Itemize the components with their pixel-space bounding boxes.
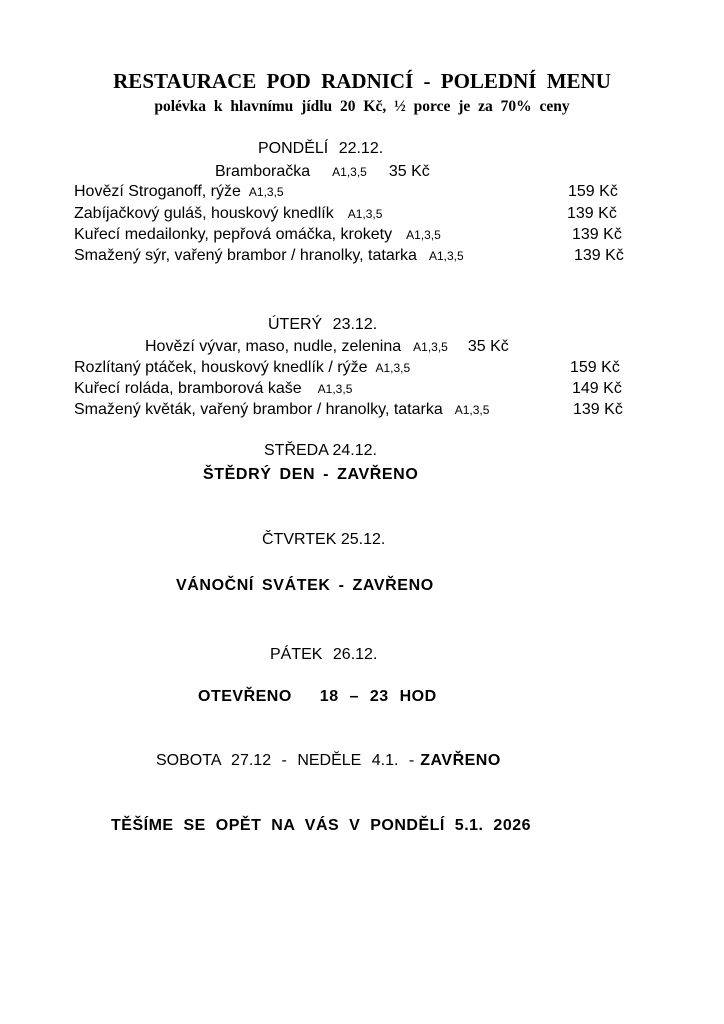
menu-title: RESTAURACE POD RADNICÍ - POLEDNÍ MENU [113,69,611,93]
soup-price: 35 Kč [388,163,430,180]
dish-name: Smažený květák, vařený brambor / hranolky, tatarka [74,401,443,418]
dish-row [74,183,284,201]
day-heading-thursday: ČTVRTEK 25.12. [262,531,386,548]
weekend-range: SOBOTA 27.12 - NEDĚLE 4.1. - [156,752,415,769]
day-heading-tuesday: ÚTERÝ 23.12. [268,316,378,333]
soup-tuesday [145,338,509,356]
dish-allergens: A1,3,5 [454,403,490,417]
soup-allergens: A1,3,5 [413,340,448,354]
dish-row [74,247,464,265]
dish-row [74,226,441,244]
dish-price: 139 Kč [574,247,624,264]
dish-allergens: A1,3,5 [375,361,411,375]
dish-name: Kuřecí roláda, bramborová kaše [74,380,302,397]
dish-price: 149 Kč [572,380,622,397]
dish-row [74,401,489,419]
dish-allergens: A1,3,5 [248,185,284,199]
soup-monday [215,163,430,181]
dish-name: Hovězí Stroganoff, rýže [74,183,241,200]
dish-price: 139 Kč [567,205,617,222]
dish-allergens: A1,3,5 [406,228,441,242]
open-hours-friday [198,688,437,706]
soup-allergens: A1,3,5 [332,165,367,179]
dish-name: Zabíjačkový guláš, houskový knedlík [74,205,334,222]
soup-name: Bramboračka [215,163,311,180]
closed-note-wednesday: ŠTĚDRÝ DEN - ZAVŘENO [203,466,419,483]
dish-allergens: A1,3,5 [347,207,383,221]
weekend-closed [156,752,501,770]
open-hours: 18 – 23 HOD [319,688,437,705]
soup-name: Hovězí vývar, maso, nudle, zelenina [145,338,402,355]
dish-allergens: A1,3,5 [317,382,353,396]
closed-note-thursday: VÁNOČNÍ SVÁTEK - ZAVŘENO [176,577,434,594]
soup-price: 35 Kč [467,338,509,355]
dish-name: Smažený sýr, vařený brambor / hranolky, tatarka [74,247,417,264]
dish-row [74,380,352,398]
day-heading-monday: PONDĚLÍ 22.12. [258,140,384,157]
weekend-status: ZAVŘENO [420,752,501,769]
day-heading-friday: PÁTEK 26.12. [270,646,378,663]
dish-allergens: A1,3,5 [428,249,464,263]
dish-name: Kuřecí medailonky, pepřová omáčka, krokety [74,226,393,243]
dish-price: 139 Kč [573,401,623,418]
dish-row [74,205,382,223]
dish-price: 159 Kč [568,183,618,200]
day-heading-wednesday: STŘEDA 24.12. [264,442,377,459]
dish-price: 139 Kč [572,226,622,243]
dish-name: Rozlítaný ptáček, houskový knedlík / rýže [74,359,368,376]
dish-row [74,359,410,377]
menu-subtitle: polévka k hlavnímu jídlu 20 Kč, ½ porce je za 70% ceny [154,98,570,115]
dish-price: 159 Kč [570,359,620,376]
footer-message: TĚŠÍME SE OPĚT NA VÁS V PONDĚLÍ 5.1. 2026 [111,817,532,834]
open-label: OTEVŘENO [198,688,292,705]
